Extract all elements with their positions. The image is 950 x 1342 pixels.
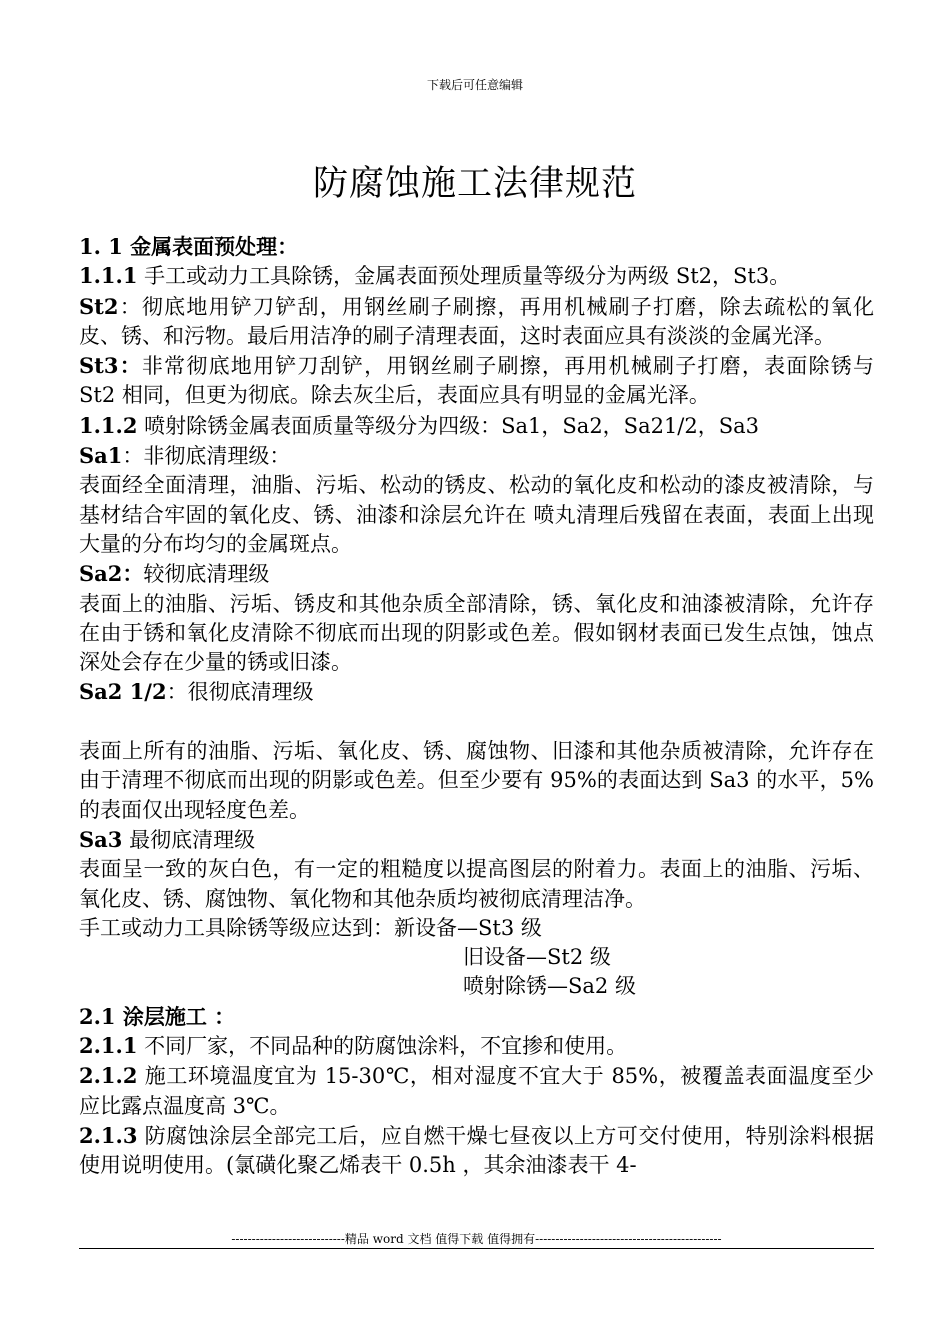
paragraph-2-1-2: [79, 1061, 874, 1121]
paragraph-sa2-half: [79, 677, 874, 707]
paragraph-text: 不同厂家，不同品种的防腐蚀涂料，不宜掺和使用。: [137, 1034, 628, 1059]
document-title: 防腐蚀施工法律规范: [312, 164, 637, 204]
paragraph-text: 防腐蚀涂层全部完工后，应自燃干燥七昼夜以上方可交付使用，特别涂料根据使用说明使用。(氯磺化聚乙烯表干 0.5h ，其余油漆表干 4-: [79, 1123, 874, 1178]
paragraph-text: 较彻底清理级: [143, 562, 270, 587]
blank-line: [79, 708, 874, 737]
paragraph-text: 最彻底清理级: [122, 827, 256, 852]
paragraph-text: ：非彻底清理级：: [122, 444, 291, 469]
paragraph-2-1-3: [79, 1121, 874, 1181]
paragraph-text: 非常彻底地用铲刀刮铲，用钢丝刷子刷擦，再用机械刷子打磨，表面除锈与 St2 相同，但更为彻底。除去灰尘后，表面应具有明显的金属光泽。: [79, 354, 874, 408]
clause-number: 2.1.3: [79, 1122, 138, 1148]
paragraph-st3: [79, 351, 874, 411]
paragraph-sa3-description: 表面呈一致的灰白色，有一定的粗糙度以提高图层的附着力。表面上的油脂、污垢、氧化皮、锈、腐蚀物、氧化物和其他杂质均被彻底清理洁净。: [79, 857, 874, 911]
grade-label: Sa3: [79, 826, 123, 852]
requirement-line-old-equipment: 旧设备—St2 级: [463, 945, 611, 970]
header-note: 下载后可任意编辑: [426, 78, 523, 92]
clause-number: 1.1.2: [79, 412, 138, 438]
paragraph-text: 手工或动力工具除锈，金属表面预处理质量等级分为两级 St2，St3。: [137, 264, 791, 289]
requirement-line-blasting: 喷射除锈—Sa2 级: [463, 974, 636, 999]
section-heading-2-1: 2.1 涂层施工 ：: [79, 1003, 236, 1029]
paragraph-sa2-description: 表面上的油脂、污垢、锈皮和其他杂质全部清除，锈、氧化皮和油漆被清除，允许存在由于锈和氧化皮清除不彻底而出现的阴影或色差。假如钢材表面已发生点蚀，蚀点深处会存在少量的锈或旧漆。: [79, 591, 874, 675]
clause-number: 2.1.1: [79, 1033, 138, 1059]
paragraph-2-1-1: [79, 1031, 874, 1061]
clause-number: 1.1.1: [79, 263, 138, 289]
paragraph-text: 喷射除锈金属表面质量等级分为四级：Sa1，Sa2，Sa21/2，Sa3: [137, 413, 760, 438]
clause-number: 2.1.2: [79, 1063, 138, 1089]
paragraph-sa1-description: 表面经全面清理，油脂、污垢、松动的锈皮、松动的氧化皮和松动的漆皮被清除，与基材结合牢固的氧化皮、锈、油漆和涂层允许在 喷丸清理后残留在表面，表面上出现大量的分布均匀的金属斑点。: [79, 473, 874, 556]
section-heading-1-1: 1. 1 金属表面预处理：: [79, 234, 299, 259]
paragraph-text: ：很彻底清理级: [166, 680, 314, 705]
paragraph-1-1-2: [79, 411, 874, 441]
paragraph-st2: [79, 292, 874, 352]
requirement-line-new-equipment: 手工或动力工具除锈等级应达到：新设备—St3 级: [79, 915, 542, 940]
document-body: [79, 232, 874, 1181]
paragraph-sa2: [79, 559, 874, 589]
paragraph-sa2-half-description: 表面上所有的油脂、污垢、氧化皮、锈、腐蚀物、旧漆和其他杂质被清除，允许存在由于清理不彻底而出现的阴影或色差。但至少要有 95%的表面达到 Sa3 的水平，5%的表面仅出现轻度色差。: [79, 739, 874, 822]
footer-note: ----------------------------精品 word 文档 值得下载 值得拥有----------------------------------------------: [231, 1232, 722, 1246]
grade-label: St2: [79, 293, 119, 319]
paragraph-sa3: [79, 825, 874, 855]
paragraph-sa1: [79, 441, 874, 471]
paragraph-text: ：彻底地用铲刀铲刮，用钢丝刷子刷擦，再用机械刷子打磨，除去疏松的氧化皮、锈、和污物。最后用洁净的刷子清理表面，这时表面应具有淡淡的金属光泽。: [79, 294, 874, 348]
footer-divider: [79, 1248, 874, 1249]
paragraph-1-1-1: [79, 261, 874, 291]
grade-label: Sa2：: [79, 561, 144, 587]
grade-label: Sa2 1/2: [79, 679, 167, 705]
grade-label: Sa1: [79, 443, 123, 469]
paragraph-text: 施工环境温度宜为 15-30℃，相对湿度不宜大于 85%，被覆盖表面温度至少应比露点温度高 3℃。: [79, 1064, 874, 1118]
grade-label: St3：: [79, 353, 142, 379]
